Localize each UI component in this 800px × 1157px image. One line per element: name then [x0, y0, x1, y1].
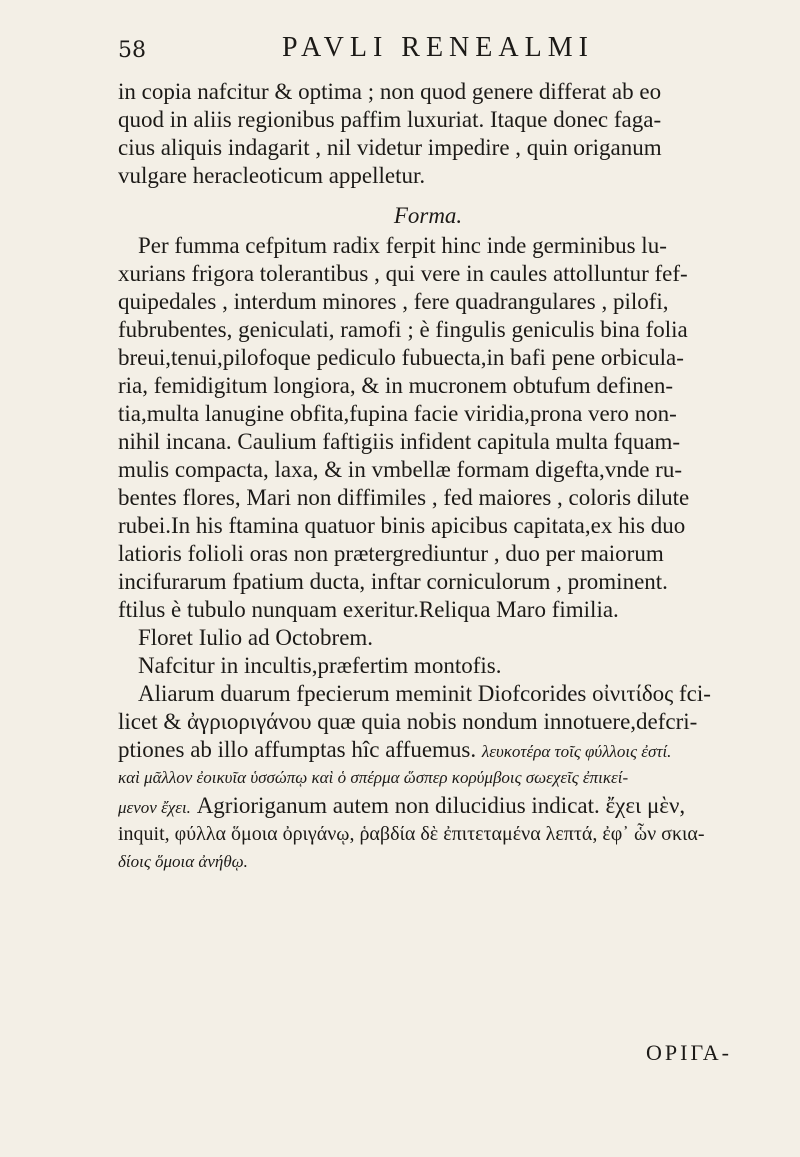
- section-heading: Forma.: [393, 203, 463, 228]
- greek-line: δίοις ὅμοια ἀνήθῳ.: [118, 852, 248, 871]
- text-line: incifurarum fpatium ducta, inftar corniculorum , prominent.: [118, 569, 668, 594]
- habitat-line: Nafcitur in incultis,præfertim montofis.: [138, 653, 502, 678]
- text-line: in copia nafcitur & optima ; non quod genere differat ab eo: [118, 79, 662, 104]
- text-line: nihil incana. Caulium faftigiis infident capitula multa fquam-: [118, 429, 681, 454]
- text-fragment: ptiones ab illo affumptas hîc affuemus.: [118, 737, 477, 762]
- greek-line: καὶ μᾶλλον ἐοικυῖα ὑσσώπῳ καὶ ὁ σπέρμα ὥσπερ κορύμβοις σωεχεῖς ἐπικεί-: [118, 768, 629, 787]
- text-line: licet & ἀγριοριγάνου quæ quia nobis nondum innotuere,defcri-: [118, 709, 698, 734]
- body-text: [118, 78, 738, 876]
- text-line: [118, 736, 738, 764]
- catchword: ΟΡΙΓΑ-: [646, 1040, 732, 1065]
- text-line: fubrubentes, geniculati, ramofi ; è fingulis geniculis bina folia: [118, 317, 688, 342]
- text-line: quod in aliis regionibus paffim luxuriat. Itaque donec faga-: [118, 107, 662, 132]
- text-fragment: Agrioriganum autem non dilucidius indicat. ἔχει μὲν,: [196, 793, 686, 818]
- text-line: bentes flores, Mari non diffimiles , fed maiores , coloris dilute: [118, 485, 690, 510]
- greek-fragment: λευκοτέρα τοῖς φύλλοις ἐστί.: [481, 742, 672, 761]
- text-line: Per fumma cefpitum radix ferpit hinc inde germinibus lu-: [138, 233, 667, 258]
- text-line: inquit, φύλλα ὅμοια ὀριγάνῳ, ῥαβδία δὲ ἐπιτεταμένα λεπτά, ἐφ᾽ ὧν σκια-: [118, 823, 705, 845]
- text-line: latioris folioli oras non prætergrediuntur , duo per maiorum: [118, 541, 664, 566]
- text-line: mulis compacta, laxa, & in vmbellæ formam digefta,vnde ru-: [118, 457, 682, 482]
- text-line: rubei.In his ftamina quatuor binis apicibus capitata,ex his duo: [118, 513, 686, 538]
- page-header: [0, 28, 800, 68]
- flowering-line: Floret Iulio ad Octobrem.: [138, 625, 374, 650]
- text-line: xurians frigora tolerantibus , qui vere in caules attolluntur fef-: [118, 261, 688, 286]
- text-line: breui,tenui,pilofoque pediculo fubuecta,in bafi pene orbicula-: [118, 345, 684, 370]
- text-line: vulgare heracleoticum appelletur.: [118, 163, 426, 188]
- running-head: PAVLI RENEALMI: [282, 32, 594, 63]
- text-line: tia,multa lanugine obfita,fupina facie viridia,prona vero non-: [118, 401, 677, 426]
- text-line: ftilus è tubulo nunquam exeritur.Reliqua Maro fimilia.: [118, 597, 619, 622]
- greek-fragment: μενον ἔχει.: [118, 798, 191, 817]
- text-line: quipedales , interdum minores , fere quadrangulares , pilofi,: [118, 289, 669, 314]
- text-line: Aliarum duarum fpecierum meminit Diofcorides οἰνιτίδος fci-: [138, 681, 711, 706]
- text-line: cius aliquis indagarit , nil videtur impedire , quin origanum: [118, 135, 662, 160]
- text-line: ria, femidigitum longiora, & in mucronem obtufum definen-: [118, 373, 674, 398]
- page-number: 58: [118, 38, 146, 63]
- text-line: [118, 792, 738, 820]
